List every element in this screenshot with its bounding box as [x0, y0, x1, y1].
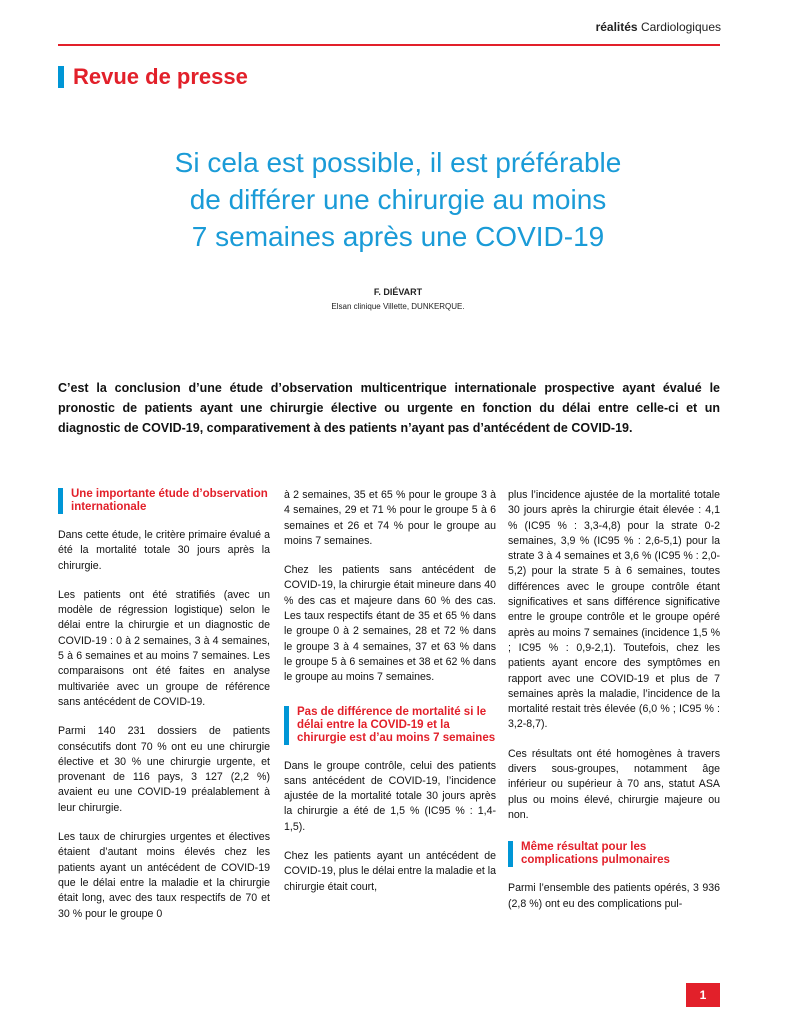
paragraph: Parmi l’ensemble des patients opérés, 3 936 (2,8 %) ont eu des complications pul- [508, 882, 720, 910]
header-divider [58, 44, 720, 46]
brand-name: réalités [595, 20, 638, 34]
author-name: F. DIÉVART [373, 287, 423, 297]
paragraph: Ces résultats ont été homogènes à travers divers sous-groupes, notamment âge inférieur ou supérieur à 70 ans, statut ASA plus ou moins élevé, chirurgie majeure ou non. [508, 747, 720, 821]
text-column-3 [508, 488, 720, 926]
paragraph: Les taux de chirurgies urgentes et électives étaient d’autant moins élevés chez les patients ayant un antécédent de COVID-19 que le délai entre la maladie et la chirurgie était long, avec des taux respectifs de 70 et 30 % pour le groupe 0 [58, 831, 270, 920]
subheading: Pas de différence de mortalité si le délai entre la COVID-19 et la chirurgie est d’au moins 7 semaines [284, 706, 496, 745]
title-line: de différer une chirurgie au moins [189, 184, 607, 215]
paragraph: Chez les patients ayant un antécédent de COVID-19, plus le délai entre la maladie et la chirurgie était court, [284, 850, 496, 893]
subheading: Une importante étude d’observation internationale [58, 488, 270, 514]
paragraph: Dans le groupe contrôle, celui des patients sans antécédent de COVID-19, l’incidence ajustée de la mortalité totale 30 jours après la chirurgie a été de 1,5 % (IC95 % : 1,4-1,5). [284, 759, 496, 833]
subheading: Même résultat pour les complications pulmonaires [508, 841, 720, 867]
paragraph: à 2 semaines, 35 et 65 % pour le groupe 3 à 4 semaines, 29 et 71 % pour le groupe 5 à 6 semaines et 26 et 74 % pour le groupe au moins 7 semaines. [284, 489, 496, 547]
journal-name: Cardiologiques [640, 20, 721, 34]
paragraph: Les patients ont été stratifiés (avec un modèle de régression logistique) selon le délai entre la chirurgie et un diagnostic de COVID-19 : 0 à 2 semaines, 3 à 4 semaines, 5 à 6 semaines et au moins 7 semaines. Les comparaisons ont été faites en analyse multivariée avec un groupe de référence sans antécédent de COVID-19. [58, 588, 270, 708]
text-column-2 [284, 488, 496, 909]
journal-header [596, 20, 721, 34]
paragraph: Chez les patients sans antécédent de COVID-19, la chirurgie était mineure dans 40 % des cas et majeure dans 60 % des cas. Les taux respectifs étant de 35 et 65 % dans le groupe 0 à 2 semaines, 28 et 72 % dans le groupe 3 à 4 semaines, 37 et 63 % dans le groupe 5 à 6 semaines et 38 et 62 % dans le groupe au moins 7 semaines. [284, 564, 496, 684]
title-line: 7 semaines après une COVID-19 [191, 221, 605, 252]
article-title [40, 144, 756, 255]
text-column-1 [58, 488, 270, 936]
section-heading [58, 64, 248, 90]
paragraph: plus l’incidence ajustée de la mortalité totale 30 jours après la chirurgie était élevée : 4,1 % (IC95 % : 3,3-4,8) pour la strate 0-2 semaines, 3,9 % (IC95 % : 2,6-5,1) pour la strate 3 à 4 semaines et 3,6 % (IC95 % : 2,0-5,2) pour la strate 5 à 6 semaines, toutes différences avec le groupe contrôle étant significatives et sans différence significative entre le groupe contrôle et le groupe opéré après au moins 7 semaines (incidence 1,5 % ; IC95 % : 0,9-2,1). Toutefois, chez les patients ayant encore des symptômes en rapport avec une COVID-19 et plus de 7 semaines après la maladie, l’incidence de la mortalité restait très élevée (6,0 % ; IC95 % : 3,2-8,7). [508, 489, 720, 731]
author-affiliation: Elsan clinique Villette, DUNKERQUE. [331, 302, 465, 311]
section-marker [58, 66, 64, 88]
section-title: Revue de presse [73, 64, 248, 89]
article-lead: C’est la conclusion d’une étude d’observation multicentrique internationale prospective ayant évalué le pronostic de patients ayant une chirurgie élective ou urgente en fonction du délai entre celle-ci et un diagnostic de COVID-19, comparativement à des patients n’ayant pas d’antécédent de COVID-19. [58, 381, 720, 435]
paragraph: Parmi 140 231 dossiers de patients consécutifs dont 70 % ont eu une chirurgie élective et 30 % une chirurgie urgente, et provenant de 116 pays, 3 127 (2,2 %) avaient eu une COVID-19 préalablement à leur chirurgie. [58, 725, 270, 814]
paragraph: Dans cette étude, le critère primaire évalué a été la mortalité totale 30 jours après la chirurgie. [58, 529, 270, 572]
title-line: Si cela est possible, il est préférable [174, 147, 622, 178]
page-number: 1 [686, 983, 720, 1007]
